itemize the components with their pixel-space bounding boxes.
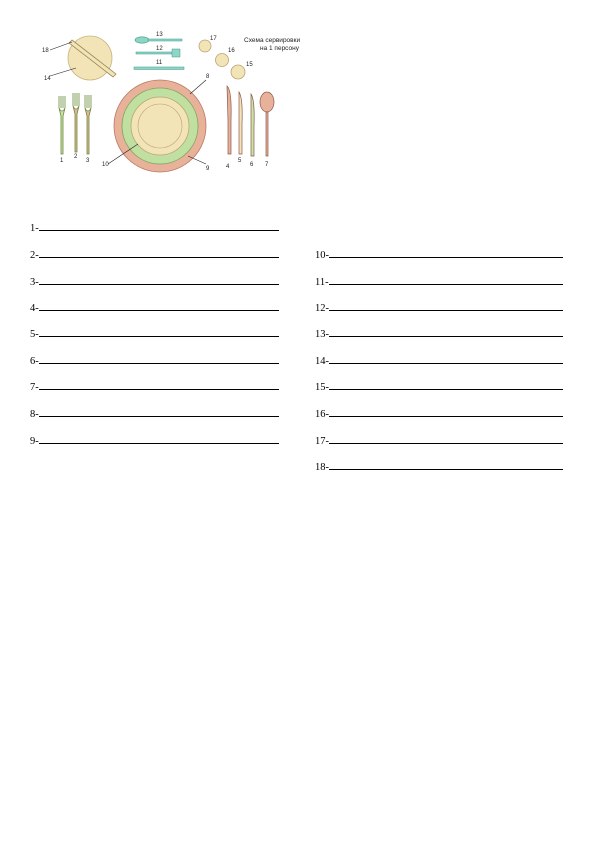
- answer-line-1[interactable]: 1-: [30, 220, 279, 235]
- answer-line-6[interactable]: 6-: [30, 353, 279, 368]
- answer-line-16[interactable]: 16-: [315, 406, 563, 421]
- label-7: 7: [265, 162, 269, 168]
- label-10: 10: [102, 162, 109, 168]
- answer-line-9[interactable]: 9-: [30, 433, 279, 448]
- label-17: 17: [210, 36, 217, 42]
- answer-line-3[interactable]: 3-: [30, 274, 279, 289]
- label-6: 6: [250, 162, 254, 168]
- label-12: 12: [156, 46, 163, 52]
- label-14: 14: [44, 76, 51, 82]
- answer-line-14[interactable]: 14-: [315, 353, 563, 368]
- label-4: 4: [226, 164, 230, 170]
- answer-line-5[interactable]: 5-: [30, 326, 279, 341]
- cutlery-right: [227, 86, 274, 156]
- label-5: 5: [238, 158, 242, 164]
- answer-line-10[interactable]: 10-: [315, 247, 563, 262]
- answer-line-13[interactable]: 13-: [315, 326, 563, 341]
- caption-line-2: на 1 персону: [260, 45, 299, 52]
- glass-16: [216, 54, 229, 67]
- label-1: 1: [60, 158, 64, 164]
- soup-plate: [131, 97, 189, 155]
- label-9: 9: [206, 166, 210, 172]
- answer-line-8[interactable]: 8-: [30, 406, 279, 421]
- label-11: 11: [156, 60, 163, 66]
- label-13: 13: [156, 32, 163, 38]
- forks-left: [59, 93, 91, 154]
- table-setting-illustration: [38, 28, 308, 178]
- label-3: 3: [86, 158, 90, 164]
- answer-line-4[interactable]: 4-: [30, 300, 279, 315]
- label-8: 8: [206, 74, 210, 80]
- label-2: 2: [74, 154, 78, 160]
- answer-line-18[interactable]: 18-: [315, 459, 563, 474]
- answer-line-2[interactable]: 2-: [30, 247, 279, 262]
- answer-line-7[interactable]: 7-: [30, 379, 279, 394]
- caption-line-1: Схема сервировки: [244, 37, 301, 44]
- answer-line-11[interactable]: 11-: [315, 274, 563, 289]
- answer-line-15[interactable]: 15-: [315, 379, 563, 394]
- answer-line-17[interactable]: 17-: [315, 433, 563, 448]
- label-16: 16: [228, 48, 235, 54]
- glass-15: [231, 65, 245, 79]
- answer-line-12[interactable]: 12-: [315, 300, 563, 315]
- label-18: 18: [42, 48, 49, 54]
- label-15: 15: [246, 62, 253, 68]
